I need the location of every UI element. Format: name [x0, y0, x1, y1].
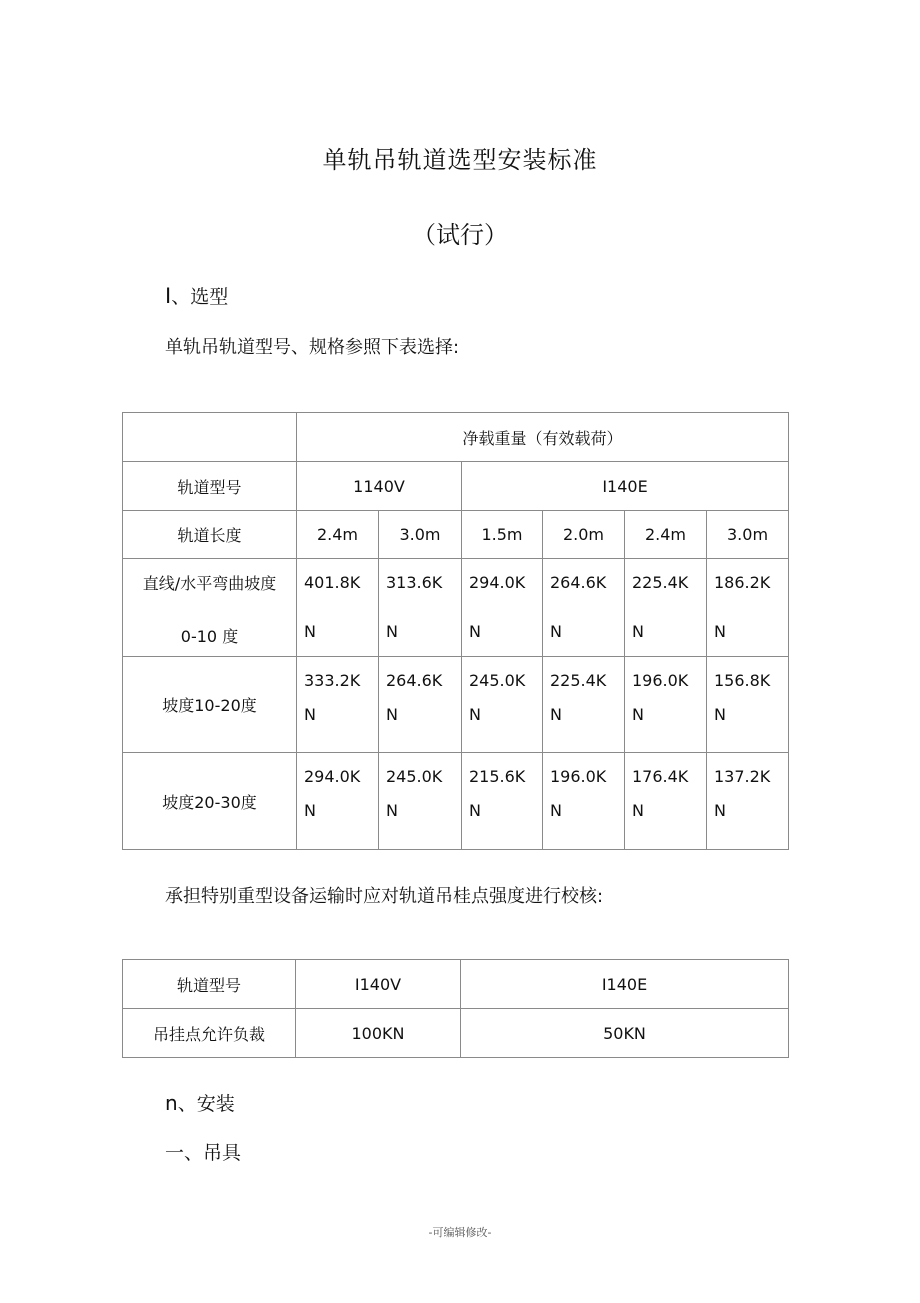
load-value: 333.2K [304, 671, 361, 690]
load-cell [543, 559, 625, 657]
load-unit: N [386, 801, 398, 820]
load-unit: N [386, 622, 398, 641]
load-value: 215.6K [469, 767, 526, 786]
load-unit: N [469, 622, 481, 641]
length-cell: 2.0m [543, 511, 625, 559]
table-row [123, 960, 789, 1009]
grade-label-20-30: 坡度20-30度 [123, 753, 297, 850]
load-cell [543, 657, 625, 753]
load-unit: N [550, 801, 562, 820]
load-cell [379, 559, 462, 657]
table-row [123, 753, 789, 850]
load-label: 吊挂点允许负裁 [123, 1009, 296, 1058]
load-value: 196.0K [632, 671, 689, 690]
model-label: 轨道型号 [123, 462, 297, 511]
table-row [123, 559, 789, 657]
load-value: 225.4K [550, 671, 607, 690]
load-value: 176.4K [632, 767, 689, 786]
load-cell [379, 657, 462, 753]
load-cell [462, 657, 543, 753]
table-row [123, 657, 789, 753]
load-unit: N [304, 705, 316, 724]
model-label: 轨道型号 [123, 960, 296, 1009]
load-unit: N [469, 801, 481, 820]
length-cell: 1.5m [462, 511, 543, 559]
load-unit: N [714, 801, 726, 820]
load-unit: N [386, 705, 398, 724]
note-paragraph: 承担特别重型设备运输时应对轨道吊桂点强度进行校核: [165, 886, 604, 907]
load-cell [625, 559, 707, 657]
section-heading-install [165, 1089, 235, 1116]
load-value: 245.0K [386, 767, 443, 786]
load-b: 50KN [461, 1009, 789, 1058]
document-subtitle: （试行） [412, 221, 508, 249]
load-value: 264.6K [550, 573, 607, 592]
length-cell: 3.0m [707, 511, 789, 559]
load-a: 100KN [296, 1009, 461, 1058]
document-title: 单轨吊轨道选型安装标准 [322, 146, 598, 174]
load-unit: N [550, 705, 562, 724]
load-unit: N [714, 705, 726, 724]
load-unit: N [632, 705, 644, 724]
load-value: 264.6K [386, 671, 443, 690]
load-cell [297, 657, 379, 753]
load-unit: N [632, 622, 644, 641]
length-cell: 2.4m [625, 511, 707, 559]
length-label: 轨道长度 [123, 511, 297, 559]
table-row [123, 511, 789, 559]
length-cell: 2.4m [297, 511, 379, 559]
model-a: I140V [296, 960, 461, 1009]
section-marker: I [165, 284, 172, 308]
load-value: 225.4K [632, 573, 689, 592]
section-marker: n [165, 1091, 178, 1115]
load-unit: N [304, 622, 316, 641]
length-cell: 3.0m [379, 511, 462, 559]
load-cell [625, 657, 707, 753]
load-unit: N [714, 622, 726, 641]
section-title: 、选型 [171, 286, 229, 308]
load-value: 186.2K [714, 573, 771, 592]
load-cell [707, 753, 789, 850]
load-unit: N [469, 705, 481, 724]
load-value: 156.8K [714, 671, 771, 690]
load-cell [297, 559, 379, 657]
grade-label-10-20: 坡度10-20度 [123, 657, 297, 753]
subsection-heading-rigging: 一、吊具 [165, 1142, 242, 1164]
section-title: 、安装 [177, 1093, 235, 1115]
load-cell [707, 559, 789, 657]
grade-label-line2: 0-10 度 [180, 626, 239, 646]
load-cell [707, 657, 789, 753]
load-cell [543, 753, 625, 850]
hanging-point-table [122, 959, 789, 1058]
grade-label-line1: 直线/水平弯曲坡度 [142, 573, 277, 593]
load-cell [462, 559, 543, 657]
table-corner-cell [123, 413, 297, 462]
load-value: 245.0K [469, 671, 526, 690]
load-value: 137.2K [714, 767, 771, 786]
load-value: 401.8K [304, 573, 361, 592]
table-row [123, 462, 789, 511]
table-row [123, 1009, 789, 1058]
section-heading-selection [165, 282, 228, 309]
load-value: 294.0K [469, 573, 526, 592]
load-capacity-table [122, 412, 789, 850]
load-value: 313.6K [386, 573, 443, 592]
load-cell [379, 753, 462, 850]
load-value: 294.0K [304, 767, 361, 786]
table-row [123, 413, 789, 462]
model-b: I140E [461, 960, 789, 1009]
load-cell [625, 753, 707, 850]
load-value: 196.0K [550, 767, 607, 786]
model-a: 1140V [297, 462, 462, 511]
load-unit: N [632, 801, 644, 820]
load-unit: N [304, 801, 316, 820]
model-b: I140E [462, 462, 789, 511]
load-cell [297, 753, 379, 850]
page-footer: -可编辑修改- [428, 1226, 492, 1239]
intro-paragraph: 单轨吊轨道型号、规格参照下表选择: [165, 337, 460, 358]
load-unit: N [550, 622, 562, 641]
grade-label-0-10 [123, 559, 297, 657]
load-cell [462, 753, 543, 850]
net-load-header: 净载重量（有效载荷） [297, 413, 789, 462]
